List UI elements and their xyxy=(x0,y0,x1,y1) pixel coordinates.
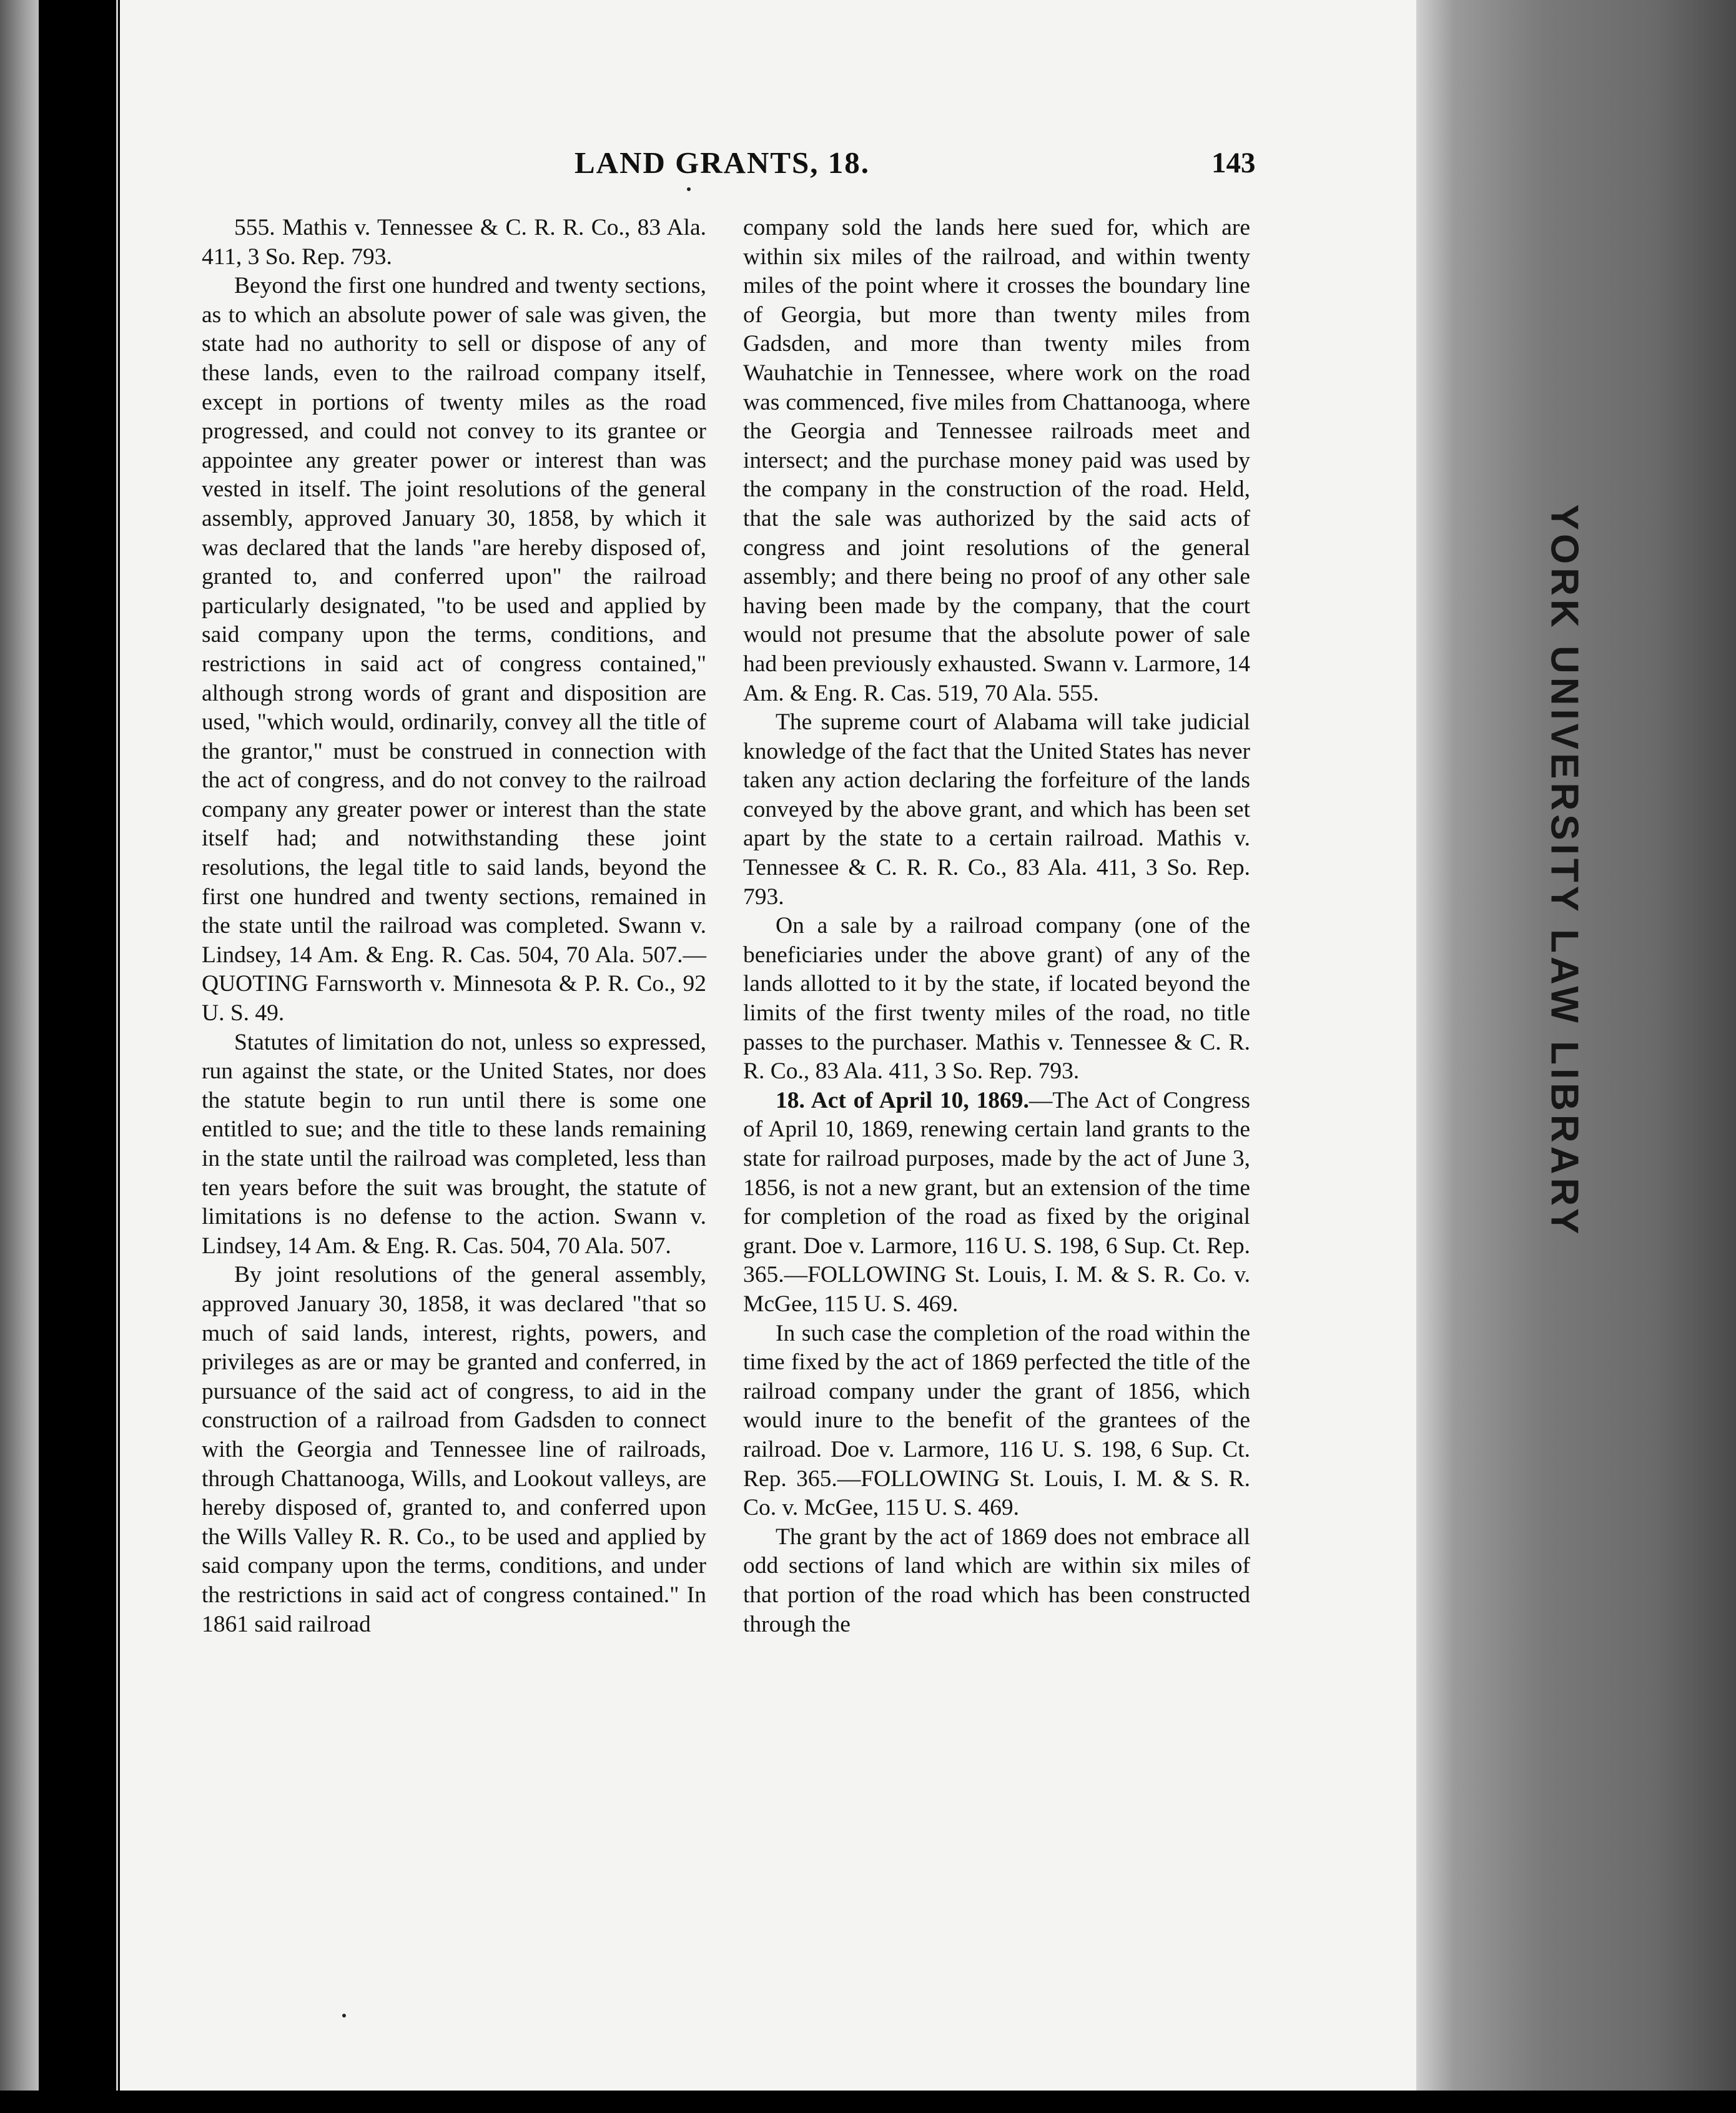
section-text: —The Act of Congress of April 10, 1869, renewing certain land grants to the state for railroad purposes, made by the act of June 3, 1856, is not a new grant, but an extension of the time for completion of the road as fixed by the original grant. Doe v. Larmore, 116 U. S. 198, 6 Sup. Ct. Rep. 365.—FOLLOWING St. Louis, I. M. & S. R. Co. v. McGee, 115 U. S. 469. xyxy=(743,1087,1250,1317)
gutter-line xyxy=(116,0,118,2113)
paragraph: By joint resolutions of the general assembly, approved January 30, 1858, it was declared "that so much of said lands, interest, rights, powers, and privileges as are or may be granted and conferred, in pursuance of the said act of congress, to aid in the construction of a railroad from Gadsden to connect with the Georgia and Tennessee line of railroads, through Chattanooga, Wills, and Lookout valleys, are hereby disposed of, granted to, and conferred upon the Wills Valley R. R. Co., to be used and applied by said company upon the terms, conditions, and under the restrictions in said act of congress contained." In 1861 said railroad xyxy=(202,1262,706,1637)
paragraph: The grant by the act of 1869 does not embrace all odd sections of land which are within six miles of that portion of the road which has been constructed through the xyxy=(743,1524,1250,1637)
page-number: 143 xyxy=(1211,147,1256,179)
paragraph: In such case the completion of the road within the time fixed by the act of 1869 perfected the title of the railroad company under the grant of 1856, which would inure to the benefit of the grantees of the railroad. Doe v. Larmore, 116 U. S. 198, 6 Sup. Ct. Rep. 365.—FOLLOWING St. Louis, I. M. & S. R. Co. v. McGee, 115 U. S. 469. xyxy=(743,1320,1250,1521)
paragraph: Statutes of limitation do not, unless so expressed, run against the state, or the United States, nor does the statute begin to run until there is some one entitled to sue; and the title to these lands remaining in the state until the railroad was completed, less than ten years before the suit was brought, the statute of limitations is no defense to the action. Swann v. Lindsey, 14 Am. & Eng. R. Cas. 504, 70 Ala. 507. xyxy=(202,1029,706,1259)
right-column xyxy=(743,214,1250,1639)
left-page-edge xyxy=(0,0,39,2113)
left-column xyxy=(202,214,706,1639)
paragraph: company sold the lands here sued for, which are within six miles of the railroad, and within twenty miles of the point where it crosses the boundary line of Georgia, but more than twenty miles from Gadsden, and more than twenty miles from Wauhatchie in Tennessee, where work on the road was commenced, five miles from Chattanooga, where the Georgia and Tennessee railroads meet and intersect; and the purchase money paid was used by the company in the construction of the road. Held, that the sale was authorized by the said acts of congress and joint resolutions of the general assembly; and there being no proof of any other sale having been made by the company, that the court would not presume that the absolute power of sale had been previously exhausted. Swann v. Larmore, 14 Am. & Eng. R. Cas. 519, 70 Ala. 555. xyxy=(743,215,1250,706)
paragraph: The supreme court of Alabama will take judicial knowledge of the fact that the United States has never taken any action declaring the forfeiture of the lands conveyed by the above grant, and which has been set apart by the state to a certain railroad. Mathis v. Tennessee & C. R. R. Co., 83 Ala. 411, 3 So. Rep. 793. xyxy=(743,709,1250,910)
paragraph xyxy=(743,1086,1250,1319)
print-speck xyxy=(687,187,691,191)
print-speck xyxy=(342,2014,346,2017)
paragraph: Beyond the first one hundred and twenty sections, as to which an absolute power of sale was given, the state had no authority to sell or dispose of any of these lands, even to the railroad company itself, except in portions of twenty miles as the road progressed, and could not convey to its grantee or appointee any greater power or interest than was vested in itself. The joint resolutions of the general assembly, approved January 30, 1858, by which it was declared that the lands "are hereby disposed of, granted to, and conferred upon" the railroad particularly designated, "to be used and applied by said company upon the terms, conditions, and restrictions in said act of congress contained," although strong words of grant and disposition are used, "which would, ordinarily, convey all the title of the grantor," must be construed in connection with the act of congress, and do not convey to the railroad company any greater power or interest than the state itself had; and notwithstanding these joint resolutions, the legal title to said lands, beyond the first one hundred and twenty sections, remained in the state until the railroad was completed. Swann v. Lindsey, 14 Am. & Eng. R. Cas. 504, 70 Ala. 507.—QUOTING Farnsworth v. Minnesota & P. R. Co., 92 U. S. 49. xyxy=(202,273,706,1027)
paragraph: 555. Mathis v. Tennessee & C. R. R. Co., 83 Ala. 411, 3 So. Rep. 793. xyxy=(202,215,706,270)
running-head: LAND GRANTS, 18. xyxy=(575,145,870,180)
paragraph: On a sale by a railroad company (one of the beneficiaries under the above grant) of any of the lands allotted to it by the state, if located beyond the limits of the first twenty miles of the road, no title passes to the purchaser. Mathis v. Tennessee & C. R. R. Co., 83 Ala. 411, 3 So. Rep. 793. xyxy=(743,913,1250,1085)
section-heading: 18. Act of April 10, 1869. xyxy=(776,1087,1029,1113)
library-stamp: YORK UNIVERSITY LAW LIBRARY xyxy=(1542,504,1586,1238)
scan-bottom-edge xyxy=(0,2091,1736,2113)
